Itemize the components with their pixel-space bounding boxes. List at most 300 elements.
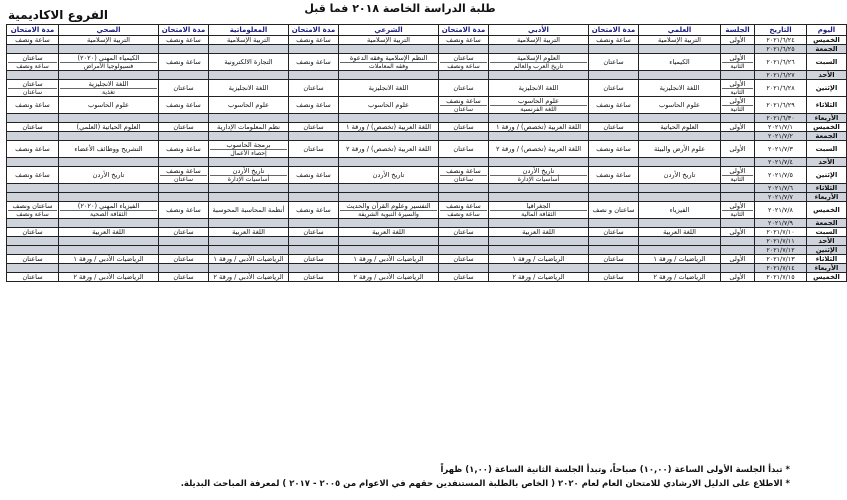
column-header: الجلسة	[721, 25, 755, 36]
date-cell-text: ٢٠٢١/٧/١٤	[766, 264, 795, 272]
day-cell	[807, 71, 847, 80]
off-day-cell	[7, 184, 59, 193]
session-cell-text: الأولى	[729, 202, 746, 210]
session-cell-second-text: الثانية	[722, 105, 753, 113]
day-cell-text: السبت	[815, 145, 838, 153]
health-cell	[59, 228, 159, 237]
date-cell-text: ٢٠٢١/٧/٧	[768, 193, 793, 201]
off-day-cell	[59, 158, 159, 167]
column-header: مدة الامتحان	[439, 25, 489, 36]
day-cell-text: الأحد	[818, 158, 835, 166]
shar-dur-cell	[289, 36, 339, 45]
shar-cell-text: اللغة العربية	[372, 228, 405, 236]
table-row	[7, 255, 847, 264]
off-day-cell	[209, 184, 289, 193]
info-dur-cell	[159, 54, 209, 71]
off-day-cell	[209, 158, 289, 167]
sci-cell	[639, 80, 721, 97]
health-cell	[59, 123, 159, 132]
lit-cell-text: العلوم الإسلامية	[517, 54, 560, 62]
info-dur-cell-text: ساعتان	[173, 228, 194, 236]
info-cell-text: علوم الحاسوب	[228, 101, 269, 109]
day-cell	[807, 264, 847, 273]
date-cell	[755, 71, 807, 80]
off-day-cell	[439, 264, 489, 273]
sci-dur-cell-text: ساعة ونصف	[596, 145, 631, 153]
off-day-cell	[589, 132, 639, 141]
sci-cell-text: العلوم الحياتية	[660, 123, 699, 131]
date-cell	[755, 237, 807, 246]
shar-cell-text: علوم الحاسوب	[368, 101, 409, 109]
health-cell	[59, 202, 159, 219]
sci-dur-cell	[589, 54, 639, 71]
health-dur-cell-text: ساعتان	[22, 123, 43, 131]
date-cell	[755, 114, 807, 123]
health-dur-cell-second-text: ساعة ونصف	[8, 62, 57, 70]
day-cell	[807, 193, 847, 202]
info-cell	[209, 167, 289, 184]
health-cell-text: التشريح ووظائف الأعضاء	[74, 145, 143, 153]
info-cell-second-text: إحصاء الأعمال	[210, 149, 287, 157]
note-guide: * الاطلاع على الدليل الارشادي للامتحان العام لعام ٢٠٢٠ ( الخاص بالطلبة المستنفدين حقهم في الاعوام من ٢٠٠٥ - ٢٠١٧ ) لمعرفة المباحث البديلة.	[180, 479, 790, 489]
off-day-cell	[589, 114, 639, 123]
header	[0, 0, 800, 24]
info-cell	[209, 228, 289, 237]
day-cell	[807, 184, 847, 193]
shar-dur-cell-text: ساعتان	[303, 84, 324, 92]
date-cell-text: ٢٠٢١/٧/٣	[768, 145, 793, 153]
off-day-cell	[639, 45, 721, 54]
info-dur-cell-text: ساعتان	[173, 273, 194, 281]
day-cell-text: الثلاثاء	[815, 184, 838, 192]
health-cell	[59, 255, 159, 264]
sci-dur-cell	[589, 97, 639, 114]
sci-cell-text: الرياضيات / ورقة ٢	[653, 273, 706, 281]
sci-cell	[639, 97, 721, 114]
off-day-cell	[439, 184, 489, 193]
off-day-cell	[721, 237, 755, 246]
table-row	[7, 97, 847, 114]
info-dur-cell-text: ساعتان	[173, 123, 194, 131]
date-cell-text: ٢٠٢١/٦/٢٦	[766, 58, 795, 66]
sci-dur-cell-text: ساعتان	[603, 273, 624, 281]
health-dur-cell-text: ساعة ونصف	[15, 36, 50, 44]
off-day-cell	[7, 158, 59, 167]
off-day-cell	[589, 264, 639, 273]
sci-cell	[639, 36, 721, 45]
health-dur-cell	[7, 80, 59, 97]
shar-dur-cell	[289, 80, 339, 97]
off-day-cell	[489, 45, 589, 54]
off-day-cell	[439, 71, 489, 80]
lit-dur-cell	[439, 54, 489, 71]
info-dur-cell-text: ساعة ونصف	[166, 145, 201, 153]
health-dur-cell-text: ساعة ونصف	[15, 101, 50, 109]
shar-cell-text: اللغة العربية (تخصص) / ورقة ١	[345, 123, 432, 131]
column-header: العلمي	[639, 25, 721, 36]
lit-cell-second-text: الثقافة المالية	[490, 210, 587, 218]
off-day-cell	[59, 264, 159, 273]
off-day-cell	[589, 158, 639, 167]
off-day-cell	[209, 219, 289, 228]
info-cell	[209, 255, 289, 264]
lit-dur-cell-text: ساعة ونصف	[446, 202, 481, 210]
lit-cell	[489, 80, 589, 97]
lit-dur-cell-text: ساعتان	[453, 228, 474, 236]
shar-dur-cell	[289, 228, 339, 237]
shar-dur-cell	[289, 167, 339, 184]
table-row	[7, 228, 847, 237]
date-cell	[755, 97, 807, 114]
info-dur-cell-text: ساعتان	[173, 255, 194, 263]
table-row	[7, 36, 847, 45]
session-cell-text: الأولى	[729, 167, 746, 175]
shar-cell-second-text: والسيرة النبوية الشريفة	[340, 210, 437, 218]
off-day-cell	[289, 71, 339, 80]
column-header: الأدبي	[489, 25, 589, 36]
lit-dur-cell-text: ساعة ونصف	[446, 97, 481, 105]
notes	[10, 463, 790, 491]
info-cell-text: برمجة الحاسوب	[226, 141, 271, 149]
date-cell-text: ٢٠٢١/٧/١	[768, 123, 793, 131]
date-cell-text: ٢٠٢١/٦/٢٧	[766, 71, 795, 79]
date-cell	[755, 202, 807, 219]
info-dur-cell-text: ساعة ونصف	[166, 101, 201, 109]
off-day-cell	[289, 246, 339, 255]
table-row	[7, 246, 847, 255]
lit-dur-cell-text: ساعتان	[453, 84, 474, 92]
date-cell	[755, 255, 807, 264]
day-cell	[807, 167, 847, 184]
day-cell-text: الإثنين	[815, 84, 838, 92]
day-cell-text: الجمعة	[815, 219, 838, 227]
off-day-cell	[209, 237, 289, 246]
day-cell	[807, 237, 847, 246]
off-day-cell	[589, 193, 639, 202]
lit-cell-text: الرياضيات / ورقة ٢	[512, 273, 565, 281]
off-day-cell	[289, 158, 339, 167]
date-cell-text: ٢٠٢١/٧/٥	[768, 171, 793, 179]
session-cell	[721, 255, 755, 264]
health-dur-cell	[7, 202, 59, 219]
sci-dur-cell	[589, 167, 639, 184]
day-cell	[807, 36, 847, 45]
session-cell	[721, 167, 755, 184]
off-day-cell	[159, 45, 209, 54]
date-cell	[755, 141, 807, 158]
session-cell	[721, 228, 755, 237]
session-cell-text: الأولى	[729, 36, 746, 44]
off-day-cell	[439, 193, 489, 202]
off-day-cell	[59, 237, 159, 246]
shar-dur-cell-text: ساعة ونصف	[296, 58, 331, 66]
sci-cell	[639, 141, 721, 158]
off-day-cell	[339, 132, 439, 141]
lit-cell	[489, 202, 589, 219]
date-cell-text: ٢٠٢١/٧/١٠	[766, 228, 795, 236]
session-cell-text: الأولى	[729, 123, 746, 131]
lit-dur-cell-text: ساعتان	[453, 273, 474, 281]
off-day-cell	[289, 114, 339, 123]
health-dur-cell	[7, 54, 59, 71]
info-dur-cell	[159, 202, 209, 219]
column-header: مدة الامتحان	[289, 25, 339, 36]
lit-dur-cell-text: ساعتان	[453, 54, 474, 62]
off-day-cell	[339, 45, 439, 54]
lit-cell-text: اللغة العربية	[522, 228, 555, 236]
table-row	[7, 193, 847, 202]
date-cell-text: ٢٠٢١/٧/٩	[768, 219, 793, 227]
session-cell-second-text: الثانية	[722, 62, 753, 70]
health-cell-text: التربية الإسلامية	[86, 36, 131, 44]
off-day-cell	[209, 71, 289, 80]
table-row	[7, 45, 847, 54]
column-header: مدة الامتحان	[589, 25, 639, 36]
off-day-cell	[209, 193, 289, 202]
info-dur-cell	[159, 97, 209, 114]
off-day-cell	[7, 264, 59, 273]
health-dur-cell	[7, 123, 59, 132]
date-cell	[755, 228, 807, 237]
table-row	[7, 54, 847, 71]
off-day-cell	[589, 246, 639, 255]
off-day-cell	[159, 264, 209, 273]
sci-dur-cell-text: ساعة ونصف	[596, 36, 631, 44]
health-cell	[59, 80, 159, 97]
off-day-cell	[489, 219, 589, 228]
session-cell	[721, 54, 755, 71]
day-cell	[807, 80, 847, 97]
shar-cell	[339, 255, 439, 264]
info-dur-cell	[159, 255, 209, 264]
date-cell-text: ٢٠٢١/٦/٢٥	[766, 45, 795, 53]
health-cell	[59, 141, 159, 158]
sci-cell	[639, 255, 721, 264]
lit-dur-cell-text: ساعتان	[453, 123, 474, 131]
exam-schedule-table	[6, 24, 847, 282]
shar-dur-cell-text: ساعتان	[303, 255, 324, 263]
day-cell	[807, 273, 847, 282]
date-cell-text: ٢٠٢١/٧/٦	[768, 184, 793, 192]
date-cell-text: ٢٠٢١/٦/٣٠	[766, 114, 795, 122]
info-cell-text: نظم المعلومات الإدارية	[217, 123, 280, 131]
info-cell-text: تاريخ الأردن	[232, 167, 265, 175]
off-day-cell	[159, 114, 209, 123]
date-cell-text: ٢٠٢١/٧/١١	[766, 237, 795, 245]
shar-cell	[339, 141, 439, 158]
date-cell-text: ٢٠٢١/٧/١٥	[766, 273, 795, 281]
shar-dur-cell-text: ساعتان	[303, 273, 324, 281]
off-day-cell	[209, 264, 289, 273]
info-dur-cell	[159, 141, 209, 158]
health-dur-cell-text: ساعتان	[22, 255, 43, 263]
off-day-cell	[489, 158, 589, 167]
health-dur-cell-text: ساعة ونصف	[15, 145, 50, 153]
column-header: مدة الامتحان	[7, 25, 59, 36]
sci-dur-cell-text: ساعة ونصف	[596, 101, 631, 109]
sci-cell-text: التربية الإسلامية	[657, 36, 702, 44]
sci-cell-text: علوم الأرض والبيئة	[653, 145, 706, 153]
table-row	[7, 158, 847, 167]
sci-cell-text: اللغة الانجليزية	[659, 84, 700, 92]
off-day-cell	[7, 132, 59, 141]
column-header: مدة الامتحان	[159, 25, 209, 36]
day-cell-text: الأحد	[818, 237, 835, 245]
off-day-cell	[339, 264, 439, 273]
off-day-cell	[721, 219, 755, 228]
date-cell	[755, 273, 807, 282]
lit-dur-cell	[439, 97, 489, 114]
health-cell-second-text: الثقافة الصحية	[60, 210, 157, 218]
lit-cell	[489, 167, 589, 184]
off-day-cell	[59, 45, 159, 54]
off-day-cell	[489, 184, 589, 193]
shar-dur-cell-text: ساعة ونصف	[296, 101, 331, 109]
info-cell-text: الرياضيات الأدبي / ورقة ١	[213, 255, 284, 263]
table-header-row	[7, 25, 847, 36]
shar-cell	[339, 123, 439, 132]
off-day-cell	[7, 246, 59, 255]
health-dur-cell	[7, 36, 59, 45]
day-cell-text: الجمعة	[815, 45, 838, 53]
table-row	[7, 202, 847, 219]
date-cell-text: ٢٠٢١/٧/٢	[768, 132, 793, 140]
day-cell-text: الجمعة	[815, 132, 838, 140]
table-row	[7, 237, 847, 246]
session-cell-text: الأولى	[729, 97, 746, 105]
health-dur-cell-second-text: ساعتان	[8, 88, 57, 96]
sci-cell	[639, 54, 721, 71]
date-cell	[755, 219, 807, 228]
session-cell	[721, 80, 755, 97]
date-cell	[755, 80, 807, 97]
off-day-cell	[721, 193, 755, 202]
sci-cell	[639, 202, 721, 219]
shar-cell-text: اللغة الانجليزية	[368, 84, 409, 92]
day-cell	[807, 141, 847, 158]
branch-label: الفروع الاكاديمية	[8, 8, 108, 22]
off-day-cell	[639, 184, 721, 193]
day-cell	[807, 132, 847, 141]
off-day-cell	[159, 71, 209, 80]
day-cell-text: الخميس	[813, 206, 840, 214]
session-cell-text: الأولى	[729, 255, 746, 263]
health-dur-cell-text: ساعة ونصف	[15, 171, 50, 179]
health-cell-text: الرياضيات الأدبي / ورقة ٢	[73, 273, 144, 281]
shar-dur-cell	[289, 97, 339, 114]
info-cell	[209, 273, 289, 282]
day-cell-text: الخميس	[813, 123, 840, 131]
day-cell-text: السبت	[815, 228, 838, 236]
off-day-cell	[159, 132, 209, 141]
off-day-cell	[289, 237, 339, 246]
sci-dur-cell-text: ساعتان	[603, 58, 624, 66]
off-day-cell	[589, 184, 639, 193]
off-day-cell	[339, 71, 439, 80]
info-cell-second-text: أساسيات الإدارة	[210, 175, 287, 183]
health-cell	[59, 97, 159, 114]
health-cell	[59, 167, 159, 184]
off-day-cell	[339, 114, 439, 123]
lit-cell-second-text: أساسيات الإدارة	[490, 175, 587, 183]
lit-dur-cell	[439, 80, 489, 97]
lit-dur-cell-second-text: ساعة ونصف	[440, 210, 487, 218]
date-cell	[755, 184, 807, 193]
day-cell	[807, 202, 847, 219]
lit-cell-second-text: اللغة الفرنسية	[490, 105, 587, 113]
table-body	[7, 36, 847, 282]
info-cell-text: اللغة الانجليزية	[228, 84, 269, 92]
off-day-cell	[489, 246, 589, 255]
sci-cell	[639, 228, 721, 237]
column-header: الشرعي	[339, 25, 439, 36]
sci-cell	[639, 167, 721, 184]
info-cell	[209, 202, 289, 219]
health-dur-cell-second-text: ساعة ونصف	[8, 210, 57, 218]
shar-dur-cell	[289, 54, 339, 71]
sci-cell-text: علوم الحاسوب	[659, 101, 700, 109]
off-day-cell	[289, 193, 339, 202]
day-cell	[807, 246, 847, 255]
shar-cell	[339, 167, 439, 184]
date-cell	[755, 246, 807, 255]
off-day-cell	[439, 246, 489, 255]
health-cell-text: علوم الحاسوب	[88, 101, 129, 109]
session-cell-text: الأولى	[729, 54, 746, 62]
health-dur-cell	[7, 273, 59, 282]
lit-dur-cell	[439, 255, 489, 264]
session-cell	[721, 97, 755, 114]
lit-cell-text: اللغة الانجليزية	[518, 84, 559, 92]
off-day-cell	[7, 219, 59, 228]
shar-dur-cell	[289, 123, 339, 132]
off-day-cell	[489, 114, 589, 123]
lit-cell	[489, 36, 589, 45]
table-row	[7, 184, 847, 193]
date-cell	[755, 45, 807, 54]
health-cell	[59, 273, 159, 282]
date-cell	[755, 123, 807, 132]
info-dur-cell-text: ساعة ونصف	[166, 36, 201, 44]
column-header: الصحي	[59, 25, 159, 36]
shar-cell	[339, 202, 439, 219]
off-day-cell	[589, 45, 639, 54]
lit-dur-cell-second-text: ساعتان	[440, 105, 487, 113]
off-day-cell	[639, 132, 721, 141]
table-row	[7, 167, 847, 184]
off-day-cell	[721, 264, 755, 273]
sci-dur-cell	[589, 228, 639, 237]
off-day-cell	[339, 246, 439, 255]
sci-cell	[639, 273, 721, 282]
off-day-cell	[339, 158, 439, 167]
off-day-cell	[59, 219, 159, 228]
date-cell-text: ٢٠٢١/٧/١٣	[766, 255, 795, 263]
sci-cell-text: تاريخ الأردن	[663, 171, 696, 179]
off-day-cell	[289, 219, 339, 228]
date-cell	[755, 132, 807, 141]
off-day-cell	[59, 246, 159, 255]
day-cell-text: الأحد	[818, 71, 835, 79]
off-day-cell	[7, 71, 59, 80]
session-cell-text: الأولى	[729, 145, 746, 153]
table-row	[7, 132, 847, 141]
off-day-cell	[439, 219, 489, 228]
off-day-cell	[589, 237, 639, 246]
date-cell-text: ٢٠٢١/٧/٨	[768, 206, 793, 214]
info-dur-cell-text: ساعة ونصف	[166, 58, 201, 66]
note-session-times: * تبدأ الجلسة الأولى الساعة (١٠,٠٠) صباحاً، وتبدأ الجلسة الثانية الساعة (١,٠٠) ظهراً	[440, 465, 790, 475]
